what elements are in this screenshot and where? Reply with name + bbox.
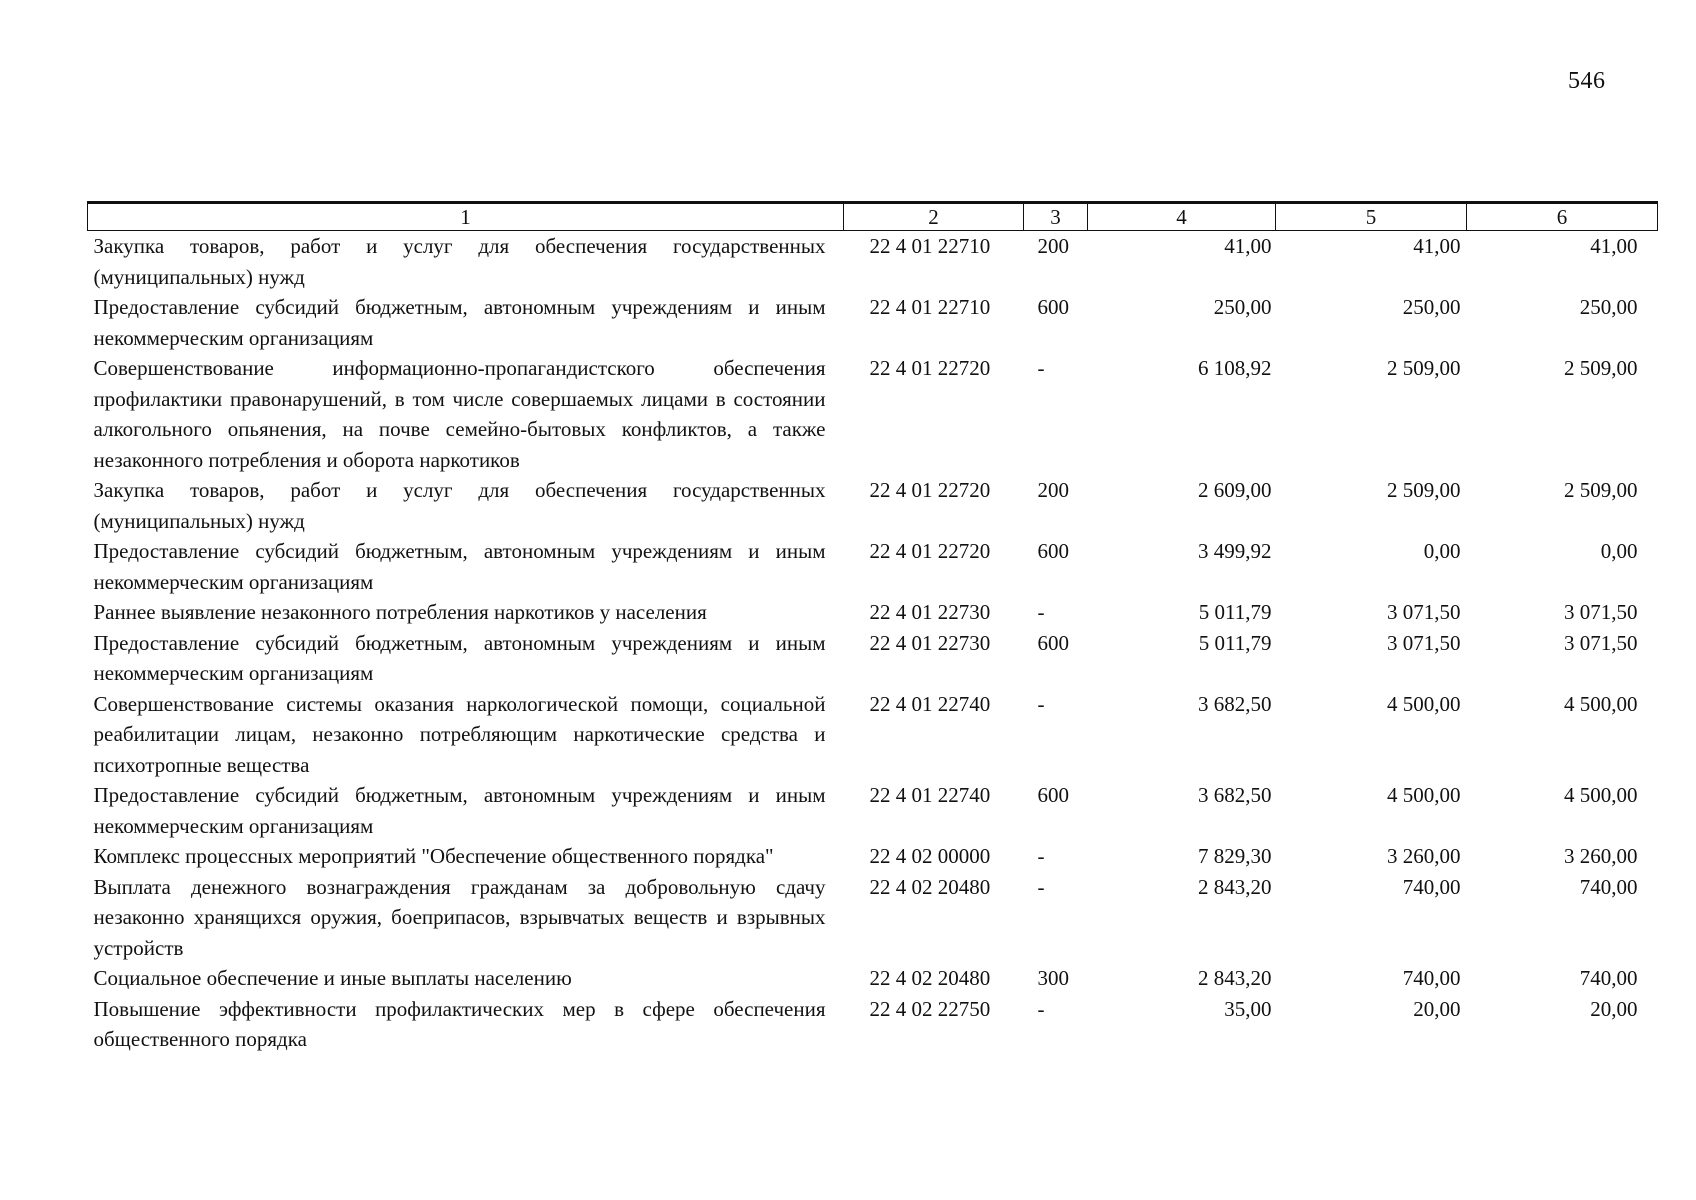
row-value-col5: 0,00 bbox=[1423, 539, 1461, 563]
row-value-col4: 6 108,92 bbox=[1198, 356, 1272, 380]
row-value-col4: 3 682,50 bbox=[1198, 691, 1272, 716]
row-code: 22 4 01 22720 bbox=[869, 478, 991, 502]
row-code: 22 4 01 22720 bbox=[869, 539, 991, 563]
row-value-col4: 3 682,50 bbox=[1198, 783, 1272, 807]
row-value-col6: 4 500,00 bbox=[1564, 691, 1638, 716]
row-code: 22 4 01 22730 bbox=[869, 600, 991, 624]
row-value-col4: 35,00 bbox=[1224, 996, 1272, 1021]
row-value-col5: 20,00 bbox=[1413, 996, 1461, 1021]
row-name: Социальное обеспечение и иные выплаты населению bbox=[93, 966, 572, 990]
row-name: Предоставление субсидий бюджетным, автономным учреждениям и иным некоммерческим организациям bbox=[93, 630, 826, 685]
row-expense-type: - bbox=[1037, 996, 1045, 1021]
table-row bbox=[88, 780, 1658, 841]
row-expense-type: 600 bbox=[1037, 295, 1069, 319]
row-value-col4: 7 829,30 bbox=[1198, 844, 1272, 868]
row-expense-type: 200 bbox=[1037, 234, 1069, 258]
row-code: 22 4 02 20480 bbox=[869, 966, 991, 990]
row-value-col5: 2 509,00 bbox=[1387, 478, 1461, 502]
row-expense-type: - bbox=[1037, 356, 1045, 380]
row-value-col5: 2 509,00 bbox=[1387, 356, 1461, 380]
row-expense-type: 600 bbox=[1037, 539, 1069, 563]
header-col-3: 3 bbox=[1024, 203, 1088, 231]
row-value-col5: 4 500,00 bbox=[1387, 691, 1461, 716]
row-value-col5: 4 500,00 bbox=[1387, 783, 1461, 807]
row-value-col4: 2 843,20 bbox=[1198, 966, 1272, 990]
row-name: Закупка товаров, работ и услуг для обеспечения государственных (муниципальных) нужд bbox=[93, 234, 826, 289]
row-expense-type: - bbox=[1037, 691, 1045, 716]
table-row bbox=[88, 994, 1658, 1055]
row-value-col5: 3 071,50 bbox=[1387, 630, 1461, 655]
row-code: 22 4 02 22750 bbox=[869, 996, 991, 1021]
row-code: 22 4 02 00000 bbox=[869, 844, 991, 868]
row-value-col4: 2 609,00 bbox=[1198, 478, 1272, 502]
row-value-col4: 5 011,79 bbox=[1198, 600, 1272, 624]
table-row bbox=[88, 475, 1658, 536]
row-expense-type: 600 bbox=[1037, 783, 1069, 807]
header-col-4: 4 bbox=[1088, 203, 1276, 231]
row-name: Предоставление субсидий бюджетным, автономным учреждениям и иным некоммерческим организациям bbox=[93, 539, 826, 594]
row-code: 22 4 02 20480 bbox=[869, 874, 991, 899]
row-value-col4: 5 011,79 bbox=[1198, 630, 1272, 655]
row-value-col5: 740,00 bbox=[1402, 874, 1461, 899]
row-value-col5: 3 260,00 bbox=[1387, 844, 1461, 868]
row-value-col6: 3 260,00 bbox=[1564, 844, 1638, 868]
header-col-6: 6 bbox=[1467, 203, 1658, 231]
row-value-col5: 3 071,50 bbox=[1387, 600, 1461, 624]
row-code: 22 4 01 22710 bbox=[869, 234, 991, 258]
row-value-col6: 2 509,00 bbox=[1564, 356, 1638, 380]
header-col-5: 5 bbox=[1276, 203, 1467, 231]
row-value-col6: 740,00 bbox=[1579, 874, 1638, 899]
row-value-col6: 41,00 bbox=[1590, 234, 1638, 258]
table-row bbox=[88, 353, 1658, 475]
row-name: Предоставление субсидий бюджетным, автономным учреждениям и иным некоммерческим организациям bbox=[93, 295, 826, 350]
table-row bbox=[88, 628, 1658, 689]
header-col-1: 1 bbox=[88, 203, 844, 231]
row-expense-type: 200 bbox=[1037, 478, 1069, 502]
table-row bbox=[88, 689, 1658, 781]
table-row bbox=[88, 872, 1658, 964]
row-value-col4: 3 499,92 bbox=[1198, 539, 1272, 563]
row-code: 22 4 01 22740 bbox=[869, 691, 991, 716]
page-number: 546 bbox=[1568, 68, 1606, 94]
row-expense-type: - bbox=[1037, 600, 1045, 624]
table-header bbox=[88, 203, 1658, 231]
row-expense-type: 600 bbox=[1037, 630, 1069, 655]
table-body bbox=[88, 231, 1658, 1055]
row-name: Комплекс процессных мероприятий "Обеспечение общественного порядка" bbox=[93, 844, 774, 868]
row-expense-type: - bbox=[1037, 844, 1045, 868]
row-value-col6: 2 509,00 bbox=[1564, 478, 1638, 502]
row-expense-type: - bbox=[1037, 874, 1045, 899]
header-row bbox=[88, 203, 1658, 231]
row-name: Совершенствование системы оказания наркологической помощи, социальной реабилитации лицам, незаконно потребляющим наркотические средства и психотропные вещества bbox=[93, 691, 826, 777]
row-name: Закупка товаров, работ и услуг для обеспечения государственных (муниципальных) нужд bbox=[93, 478, 826, 533]
row-name: Выплата денежного вознаграждения гражданам за добровольную сдачу незаконно хранящихся оружия, боеприпасов, взрывчатых веществ и взрывных устройств bbox=[93, 874, 826, 960]
row-value-col4: 250,00 bbox=[1213, 295, 1272, 319]
row-value-col6: 740,00 bbox=[1579, 966, 1638, 990]
table-row bbox=[88, 841, 1658, 872]
row-code: 22 4 01 22730 bbox=[869, 630, 991, 655]
row-value-col5: 250,00 bbox=[1402, 295, 1461, 319]
row-name: Предоставление субсидий бюджетным, автономным учреждениям и иным некоммерческим организациям bbox=[93, 783, 826, 838]
budget-table bbox=[87, 201, 1658, 1055]
row-value-col6: 4 500,00 bbox=[1564, 783, 1638, 807]
table-row bbox=[88, 963, 1658, 994]
row-value-col6: 0,00 bbox=[1600, 539, 1638, 563]
row-name: Повышение эффективности профилактических мер в сфере обеспечения общественного порядка bbox=[93, 996, 826, 1051]
table-row bbox=[88, 292, 1658, 353]
header-col-2: 2 bbox=[844, 203, 1024, 231]
row-value-col4: 41,00 bbox=[1224, 234, 1272, 258]
row-value-col5: 740,00 bbox=[1402, 966, 1461, 990]
row-name: Совершенствование информационно-пропагандистского обеспечения профилактики правонарушений, в том числе совершаемых лицами в состоянии алкогольного опьянения, на почве семейно-бытовых конфликтов, а также незаконного потребления и оборота наркотиков bbox=[93, 356, 826, 472]
table-row bbox=[88, 231, 1658, 293]
row-value-col6: 3 071,50 bbox=[1564, 600, 1638, 624]
row-value-col6: 20,00 bbox=[1590, 996, 1638, 1021]
row-code: 22 4 01 22710 bbox=[869, 295, 991, 319]
row-value-col6: 3 071,50 bbox=[1564, 630, 1638, 655]
row-value-col5: 41,00 bbox=[1413, 234, 1461, 258]
table-row bbox=[88, 536, 1658, 597]
table-row bbox=[88, 597, 1658, 628]
row-expense-type: 300 bbox=[1037, 966, 1069, 990]
row-code: 22 4 01 22720 bbox=[869, 356, 991, 380]
row-code: 22 4 01 22740 bbox=[869, 783, 991, 807]
row-value-col4: 2 843,20 bbox=[1198, 874, 1272, 899]
row-name: Раннее выявление незаконного потребления наркотиков у населения bbox=[93, 600, 707, 624]
row-value-col6: 250,00 bbox=[1579, 295, 1638, 319]
